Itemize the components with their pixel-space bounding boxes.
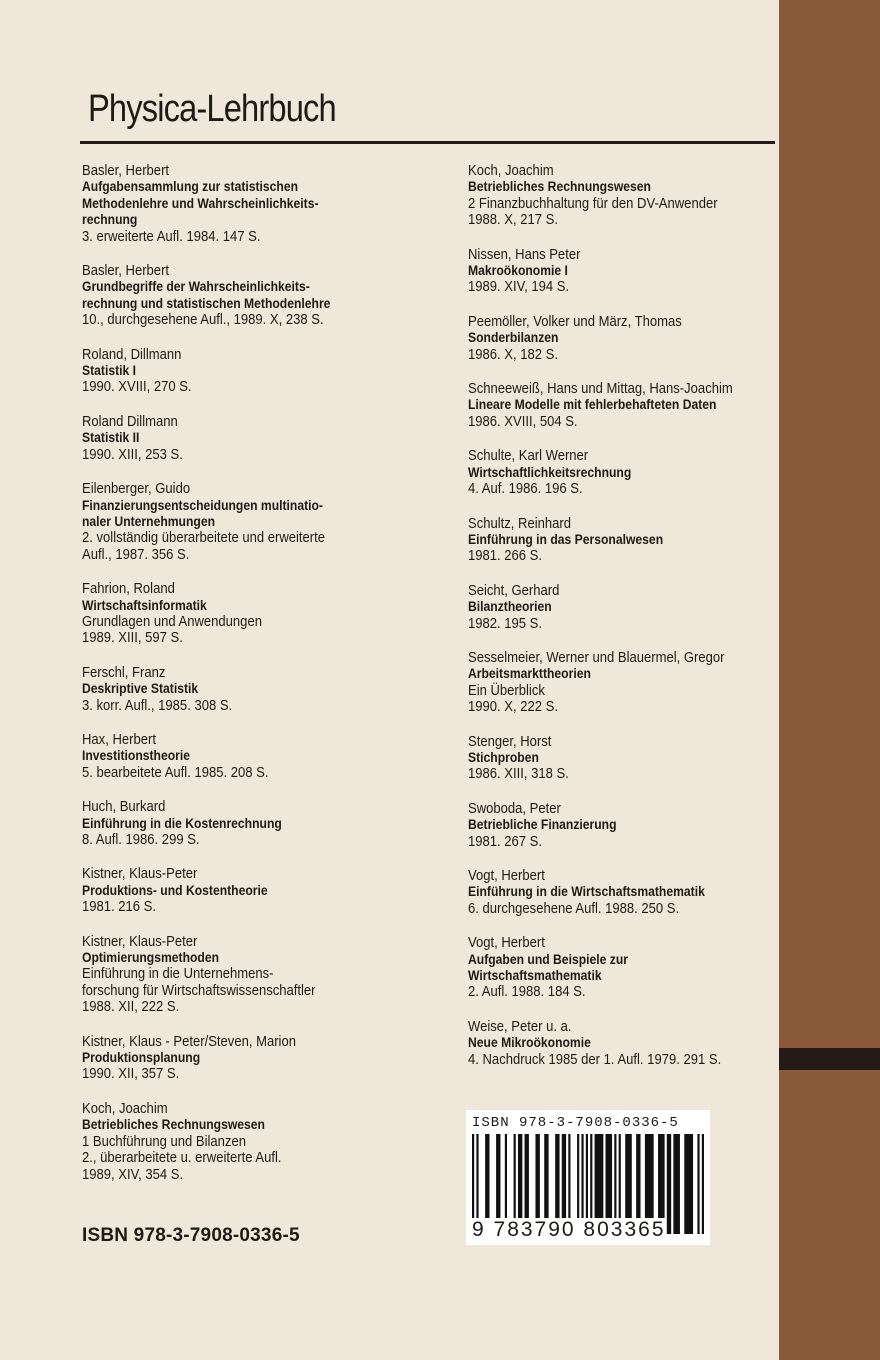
- book-author: Kistner, Klaus-Peter: [82, 933, 198, 950]
- book-author: Weise, Peter u. a.: [468, 1018, 572, 1035]
- book-author: Ferschl, Franz: [82, 664, 166, 681]
- book-info: 6. durchgesehene Aufl. 1988. 250 S.: [468, 900, 680, 917]
- book-author: Sesselmeier, Werner und Blauermel, Gregor: [468, 649, 725, 666]
- book-entry: [82, 163, 424, 245]
- barcode-bar: [697, 1134, 699, 1234]
- series-title: Physica-Lehrbuch: [88, 88, 336, 130]
- book-info: 2. vollständig überarbeitete und erweiterte Aufl., 1987. 356 S.: [82, 530, 326, 563]
- book-entry: [82, 481, 424, 563]
- book-title: Einführung in das Personalwesen: [468, 531, 664, 547]
- book-info: 1 Buchführung und Bilanzen 2., überarbeitete u. erweiterte Aufl. 1989, XIV, 354 S.: [82, 1133, 282, 1183]
- book-author: Basler, Herbert: [82, 263, 170, 280]
- book-author: Peemöller, Volker und März, Thomas: [468, 313, 682, 330]
- book-title: Betriebliches Rechnungswesen: [82, 1117, 265, 1133]
- book-title: Lineare Modelle mit fehlerbehafteten Daten: [468, 397, 717, 413]
- book-title: Grundbegriffe der Wahrscheinlichkeits- rechnung und statistischen Methodenlehre: [82, 279, 331, 311]
- book-info: Grundlagen und Anwendungen 1989. XIII, 597 S.: [82, 613, 262, 647]
- book-title: Sonderbilanzen: [468, 330, 559, 346]
- book-title: Arbeitsmarkttheorien: [468, 666, 591, 682]
- book-author: Koch, Joachim: [468, 163, 554, 179]
- book-entry: [82, 581, 424, 647]
- barcode-bar: [667, 1134, 671, 1234]
- book-author: Fahrion, Roland: [82, 581, 175, 598]
- book-entry: [468, 583, 810, 632]
- book-author: Vogt, Herbert: [468, 935, 545, 952]
- book-title: Aufgaben und Beispiele zur Wirtschaftsmathematik: [468, 951, 629, 984]
- book-author: Kistner, Klaus-Peter: [82, 866, 198, 883]
- book-title: Investitionstheorie: [82, 748, 191, 764]
- book-author: Roland Dillmann: [82, 413, 178, 430]
- book-author: Kistner, Klaus - Peter/Steven, Marion: [82, 1033, 296, 1050]
- book-title: Betriebliche Finanzierung: [468, 817, 617, 833]
- book-info: 1986. X, 182 S.: [468, 346, 558, 363]
- book-info: Einführung in die Unternehmens- forschung für Wirtschaftswissenschaftler 1988. XII, 222 S.: [82, 966, 316, 1016]
- title-rule: [80, 141, 775, 144]
- book-author: Schultz, Reinhard: [468, 515, 572, 532]
- book-author: Vogt, Herbert: [468, 868, 545, 884]
- book-author: Koch, Joachim: [82, 1100, 168, 1117]
- book-title: Einführung in die Kostenrechnung: [82, 815, 282, 831]
- barcode-bar: [684, 1134, 693, 1234]
- book-author: Schulte, Karl Werner: [468, 448, 589, 465]
- book-info: 3. erweiterte Aufl. 1984. 147 S.: [82, 228, 261, 245]
- book-author: Seicht, Gerhard: [468, 582, 560, 599]
- book-info: 1981. 216 S.: [82, 899, 157, 916]
- book-entry: [468, 448, 810, 497]
- book-info: 5. bearbeitete Aufl. 1985. 208 S.: [82, 764, 269, 781]
- left-column: [82, 163, 422, 1183]
- book-info: 2. Aufl. 1988. 184 S.: [468, 984, 586, 1001]
- barcode-digits: 9 783790 803365: [472, 1218, 666, 1241]
- barcode: [466, 1110, 710, 1245]
- book-info: 1986. XVIII, 504 S.: [468, 413, 578, 430]
- barcode-bar: [673, 1134, 680, 1234]
- barcode-isbn-label: ISBN 978-3-7908-0336-5: [472, 1115, 679, 1131]
- book-entry: [82, 732, 424, 781]
- book-entry: [468, 247, 810, 296]
- book-entry: [468, 381, 810, 430]
- right-column: [468, 163, 808, 1068]
- book-author: Nissen, Hans Peter: [468, 246, 581, 263]
- book-entry: [468, 314, 810, 363]
- book-title: Wirtschaftlichkeitsrechnung: [468, 464, 632, 480]
- book-title: Optimierungsmethoden: [82, 950, 220, 966]
- book-author: Roland, Dillmann: [82, 346, 182, 363]
- book-info: 1990. XVIII, 270 S.: [82, 379, 192, 396]
- book-entry: [82, 263, 424, 329]
- book-author: Eilenberger, Guido: [82, 481, 191, 498]
- book-author: Basler, Herbert: [82, 163, 170, 179]
- book-title: Aufgabensammlung zur statistischen Methodenlehre und Wahrscheinlichkeits- rechnung: [82, 179, 319, 228]
- book-entry: [82, 934, 424, 1016]
- book-info: 3. korr. Aufl., 1985. 308 S.: [82, 697, 233, 714]
- book-info: 1981. 267 S.: [468, 833, 543, 850]
- book-author: Schneeweiß, Hans und Mittag, Hans-Joachim: [468, 381, 733, 398]
- book-title: Makroökonomie I: [468, 263, 568, 279]
- book-title: Bilanztheorien: [468, 599, 552, 615]
- book-entry: [82, 665, 424, 714]
- book-info: 4. Auf. 1986. 196 S.: [468, 481, 583, 498]
- book-title: Stichproben: [468, 749, 539, 765]
- book-entry: [468, 650, 810, 716]
- book-title: Statistik I: [82, 363, 137, 379]
- book-title: Produktions- und Kostentheorie: [82, 882, 268, 898]
- book-entry: [82, 414, 424, 463]
- book-info: 10., durchgesehene Aufl., 1989. X, 238 S.: [82, 312, 324, 329]
- book-info: 1982. 195 S.: [468, 615, 543, 632]
- book-info: 4. Nachdruck 1985 der 1. Aufl. 1979. 291 S.: [468, 1051, 722, 1068]
- book-entry: [82, 799, 424, 848]
- book-info: 1990. XII, 357 S.: [82, 1066, 180, 1083]
- book-info: 2 Finanzbuchhaltung für den DV-Anwender 1988. X, 217 S.: [468, 195, 718, 229]
- book-title: Statistik II: [82, 430, 140, 446]
- book-info: 1986. XIII, 318 S.: [468, 766, 569, 783]
- book-entry: [468, 734, 810, 783]
- book-title: Finanzierungsentscheidungen multinatio- naler Unternehmungen: [82, 497, 323, 529]
- book-entry: [468, 868, 810, 917]
- book-title: Betriebliches Rechnungswesen: [468, 179, 651, 195]
- book-entry: [468, 935, 810, 1001]
- book-info: 8. Aufl. 1986. 299 S.: [82, 832, 200, 848]
- book-entry: [82, 866, 424, 915]
- book-title: Wirtschaftsinformatik: [82, 597, 207, 613]
- book-entry: [468, 516, 810, 565]
- book-info: Ein Überblick 1990. X, 222 S.: [468, 682, 558, 716]
- isbn-text: ISBN 978-3-7908-0336-5: [82, 1225, 300, 1246]
- book-author: Hax, Herbert: [82, 731, 156, 748]
- book-info: 1990. XIII, 253 S.: [82, 446, 183, 463]
- book-title: Einführung in die Wirtschaftsmathematik: [468, 884, 705, 900]
- book-entry: [82, 1101, 424, 1183]
- book-author: Swoboda, Peter: [468, 800, 561, 817]
- book-title: Deskriptive Statistik: [82, 681, 199, 697]
- book-entry: [468, 1019, 810, 1068]
- book-author: Huch, Burkard: [82, 799, 166, 816]
- book-author: Stenger, Horst: [468, 733, 552, 750]
- book-info: 1981. 266 S.: [468, 548, 543, 565]
- book-title: Neue Mikroökonomie: [468, 1035, 591, 1051]
- book-entry: [82, 347, 424, 396]
- book-title: Produktionsplanung: [82, 1050, 201, 1066]
- barcode-bar: [702, 1134, 704, 1234]
- book-entry: [82, 1034, 424, 1083]
- book-info: 1989. XIV, 194 S.: [468, 279, 570, 296]
- book-entry: [468, 801, 810, 850]
- book-entry: [468, 163, 810, 229]
